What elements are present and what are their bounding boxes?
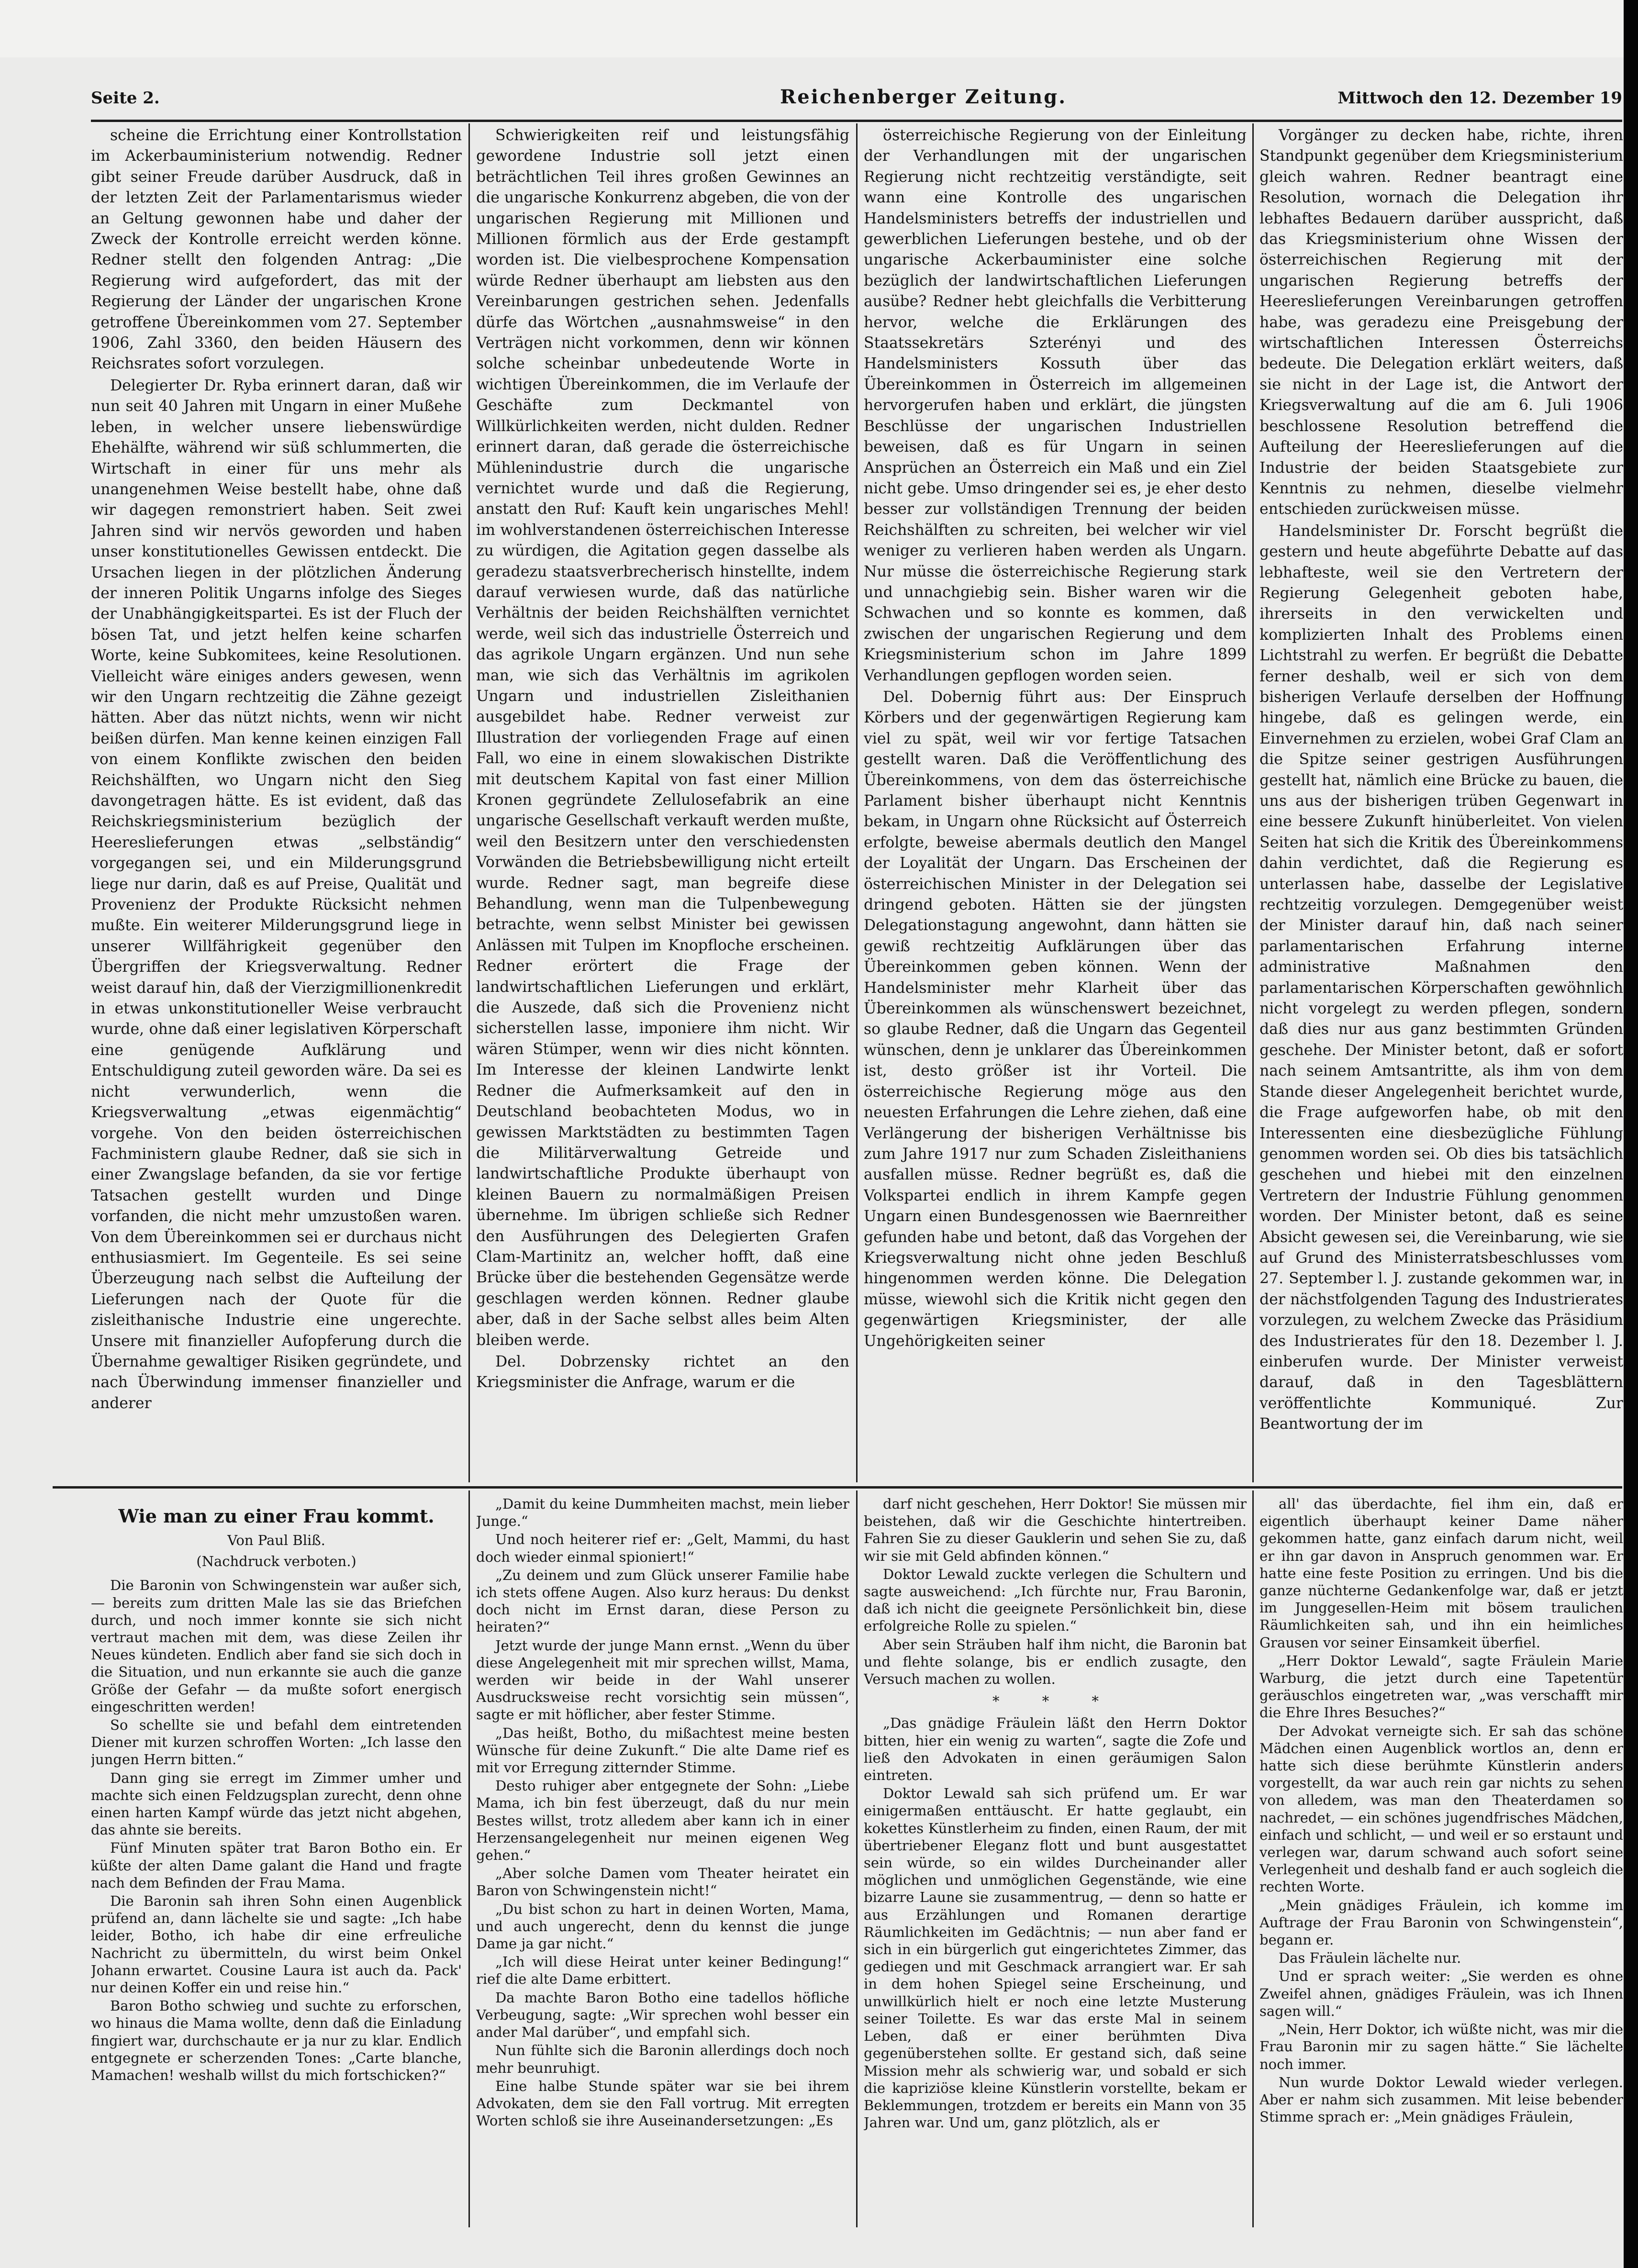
feuilleton-author: Von Paul Bliß. [227, 1532, 325, 1548]
article-paragraph: Schwierigkeiten reif und leistungsfähig gewordene Industrie soll jetzt einen beträchtlichen Teil ihres großen Gewinnes an die ungarische Konkurrenz abgeben, die von der ungarischen Regierung mit Millionen und Millionen förmlich aus der Erde gestampft worden ist. Die vielbesprochene Kompensation würde Redner überhaupt am liebsten aus den Vereinbarungen gestrichen sehen. Jedenfalls dürfe das Wörtchen „ausnahmsweise“ in den Verträgen nicht vorkommen, denn wir können solche scheinbar unbedeutende Worte in wichtigen Übereinkommen, die im Verlaufe der Geschäfte zum Deckmantel von Willkürlichkeiten werden, nicht dulden. Redner erinnert daran, daß gerade die österreichische Mühlenindustrie durch die ungarische vernichtet wurde und daß die Regierung, anstatt den Ruf: Kauft kein ungarisches Mehl! im wohlverstandenen österreichischen Interesse zu würdigen, die Agitation gegen dasselbe als geradezu staatsverbrecherisch hinstellte, indem darauf verwiesen wurde, daß das natürliche Verhältnis der beiden Reichshälften vernichtet werde, weil sich das industrielle Österreich und das agrikole Ungarn ergänzen. Und nun sehe man, wie sich das Verhältnis im agrikolen Ungarn und industriellen Zisleithanien ausgebildet habe. Redner verweist zur Illustration der vorliegenden Frage auf einen Fall, wo eine in einem slowakischen Distrikte mit deutschem Kapital von fast einer Million Kronen gegründete Zellulosefabrik an eine ungarische Gesellschaft verkauft werden mußte, weil den Besitzern unter den verschiedensten Vorwänden die Betriebsbewilligung nicht erteilt wurde. Redner sagt, man begreife diese Behandlung, wenn man die Tulpenbewegung betrachte, wenn selbst Minister bei gewissen Anlässen mit Tulpen im Knopfloche erscheinen. Redner erörtert die Frage der landwirtschaftlichen Lieferungen und erklärt, die Auszede, daß sich die Provenienz nicht sicherstellen lasse, imponiere ihm nicht. Wir wären Stümper, wenn wir dies nicht könnten. Im Interesse der kleinen Landwirte lenkt Redner die Aufmerksamkeit auf den in Deutschland beobachteten Modus, wo in gewissen Marktstädten zu bestimmten Tagen die Militärverwaltung Getreide und landwirtschaftliche Produkte überhaupt von kleinen Bauern zu normalmäßigen Preisen übernehme. Im übrigen schließe sich Redner den Ausführungen des Delegierten Grafen Clam-Martinitz an, welcher hofft, daß eine Brücke über die bestehenden Gegensätze werde geschlagen werden können. Redner glaube aber, daß in der Sache selbst alles beim Alten bleiben werde. [476, 127, 849, 1349]
article-paragraph: scheine die Errichtung einer Kontrollstation im Ackerbauministerium notwendig. Redner gibt seiner Freude darüber Ausdruck, daß in der letzten Zeit der Parlamentarismus wieder an Geltung gewonnen habe und daher der Zweck der Kontrolle erreicht werden könne. Redner stellt den folgenden Antrag: „Die Regierung wird aufgefordert, das mit der Regierung der Länder der ungarischen Krone getroffene Übereinkommen vom 27. September 1906, Zahl 3360, den beiden Häusern des Reichsrates sofort vorzulegen. [91, 127, 462, 373]
story-paragraph: Aber sein Sträuben half ihm nicht, die Baronin bat und flehte solange, bis er endlich zusagte, den Versuch machen zu wollen. [864, 1636, 1247, 1688]
date-line: Mittwoch den 12. Dezember 19 [1337, 89, 1622, 108]
story-paragraph: „Das heißt, Botho, du mißachtest meine besten Wünsche für deine Zukunft.“ Die alte Dame rief es mit vor Erregung zitternder Stimme. [476, 1724, 849, 1776]
scan-edge-shadow [1624, 0, 1638, 2268]
column-divider [856, 123, 858, 1482]
article-paragraph: Delegierter Dr. Ryba erinnert daran, daß wir nun seit 40 Jahren mit Ungarn in einer Mußehe leben, in welcher unsere liebenswürdige Ehehälfte, während wir süß schlummerten, die Wirtschaft in einer für uns mehr als unangenehmen Weise bestellt habe, ohne daß wir dagegen remonstriert haben. Seit zwei Jahren sind wir nervös geworden und haben unser konstitutionelles Gewissen entdeckt. Die Ursachen liegen in der plötzlichen Änderung der inneren Politik Ungarns infolge des Sieges der Unabhängigkeitspartei. Es ist der Fluch der bösen Tat, und jetzt helfen keine scharfen Worte, keine Subkomitees, keine Resolutionen. Vielleicht wäre einiges anders gewesen, wenn wir den Ungarn rechtzeitig die Zähne gezeigt hätten. Aber das nützt nichts, wenn wir nicht beißen dürfen. Man kenne keinen einzigen Fall von einem Konflikte zwischen den beiden Reichshälften, wo Ungarn nicht den Sieg davongetragen hätte. Es ist evident, daß das Reichskriegsministerium bezüglich der Heereslieferungen etwas „selbständig“ vorgegangen sei, und ein Milderungsgrund liege nur darin, daß es auf Preise, Qualität und Provenienz der Produkte Rücksicht nehmen mußte. Ein weiterer Milderungsgrund liege in unserer Willfährigkeit gegenüber den Übergriffen der Kriegsverwaltung. Redner weist darauf hin, daß der Vierzigmillionenkredit in etwas unkonstitutioneller Weise verbraucht wurde, ohne daß einer legislativen Körperschaft eine genügende Aufklärung und Entschuldigung zuteil geworden wäre. Da sei es nicht verwunderlich, wenn die Kriegsverwaltung „etwas eigenmächtig“ vorgehe. Von den beiden österreichischen Fachministern glaube Redner, daß sie sich in einer Zwangslage befanden, da sie vor fertige Tatsachen gestellt wurden und Dinge vorfanden, die nicht mehr umzustoßen waren. Von dem Übereinkommen sei er durchaus nicht enthusiasmiert. Im Gegenteile. Es sei seine Überzeugung nach selbst die Aufteilung der Lieferungen nach der Quote für die zisleithanische Industrie eine ungerechte. Unsere mit finanzieller Aufopferung durch die Übernahme gewaltiger Risiken gegründete, und nach Überwindung immenser finanzieller und anderer [91, 377, 462, 1412]
story-paragraph: Fünf Minuten später trat Baron Botho ein. Er küßte der alten Dame galant die Hand und fragte nach dem Befinden der Frau Mama. [91, 1840, 462, 1891]
story-paragraph: Und noch heiterer rief er: „Gelt, Mammi, du hast doch wieder einmal spioniert!“ [476, 1531, 849, 1565]
feuilleton-column [476, 1495, 849, 2242]
story-paragraph: „Ich will diese Heirat unter keiner Bedingung!“ rief die alte Dame erbittert. [476, 1954, 849, 1988]
story-paragraph: „Nein, Herr Doktor, ich wüßte nicht, was mir die Frau Baronin mir zu sagen hätte.“ Sie lächelte noch immer. [1259, 2021, 1623, 2072]
page-header [91, 86, 1622, 117]
article-paragraph: österreichische Regierung von der Einleitung der Verhandlungen mit der ungarischen Regierung nicht rechtzeitig verständigte, seit wann eine Kontrolle des ungarischen Handelsministers betreffs der industriellen und gewerblichen Lieferungen bestehe, und ob der ungarische Ackerbauminister eine solche bezüglich der landwirtschaftlichen Lieferungen ausübe? Redner hebt gleichfalls die Verbitterung hervor, welche die Erklärungen des Staatssekretärs Szterényi und des Handelsministers Kossuth über das Übereinkommen in Österreich im allgemeinen hervorgerufen haben und erklärt, die jüngsten Beschlüsse der ungarischen Industriellen beweisen, daß es für Ungarn in seinen Ansprüchen an Österreich ein Maß und ein Ziel nicht gebe. Umso dringender sei es, je eher desto besser zur vollständigen Trennung der beiden Reichshälften zu schreiten, bei welcher wir viel weniger zu verlieren haben werden als Ungarn. Nur müsse die österreichische Regierung stark und unnachgiebig sein. Bisher waren wir die Schwachen und so konnte es kommen, daß zwischen der ungarischen Regierung und dem Kriegsministerium schon im Jahre 1899 Verhandlungen gepflogen worden seien. [864, 127, 1247, 684]
article-paragraph: Handelsminister Dr. Forscht begrüßt die gestern und heute abgeführte Debatte auf das lebhafteste, weil sie den Vertretern der Regierung Gelegenheit geboten habe, ihrerseits in den verwickelten und komplizierten Inhalt des Problems einen Lichtstrahl zu werfen. Er begrüßt die Debatte ferner deshalb, weil er sich von dem bisherigen Verlaufe derselben der Hoffnung hingebe, daß es gelingen werde, ein Einvernehmen zu erzielen, wobei Graf Clam an die Spitze seiner gestrigen Ausführungen gestellt hat, nämlich eine Brücke zu bauen, die uns aus der bisherigen trüben Gegenwart in eine bessere Zukunft hinüberleitet. Von vielen Seiten hat sich die Kritik des Übereinkommens dahin verdichtet, daß die Regierung es unterlassen habe, dasselbe der Legislative rechtzeitig vorzulegen. Demgegenüber weist der Minister darauf hin, daß nach seiner parlamentarischen Erfahrung interne administrative Maßnahmen den parlamentarischen Körperschaften gewöhnlich nicht vorgelegt zu werden pflegen, sondern daß dies nur aus ganz bestimmten Gründen geschehe. Der Minister betont, daß er sofort nach seinem Amtsantritte, als ihm von dem Stande dieser Angelegenheit berichtet wurde, die Frage aufgeworfen habe, ob mit den Interessenten eine diesbezügliche Fühlung genommen worden sei. Ob dies bis tatsächlich geschehen und hiebei mit den einzelnen Vertretern der Industrie Fühlung genommen worden. Der Minister betont, daß es seine Absicht gewesen sei, die Vereinbarung, wie sie auf Grund des Ministerratsbeschlusses vom 27. September l. J. zustande gekommen war, in der nächstfolgenden Tagung des Industrierates vorzulegen, zu welchem Zwecke das Präsidium des Industrierates für den 18. Dezember l. J. einberufen wurde. Der Minister verweist darauf, daß in den Tagesblättern veröffentlichte Kommuniqué. Zur Beantwortung der im [1259, 522, 1623, 1433]
story-paragraph: „Damit du keine Dummheiten machst, mein lieber Junge.“ [476, 1496, 849, 1530]
feuilleton-title: Wie man zu einer Frau kommt. [118, 1505, 435, 1527]
story-paragraph: Da machte Baron Botho eine tadellos höfliche Verbeugung, sagte: „Wir sprechen wohl besser ein ander Mal darüber“, und empfahl sich. [476, 1989, 849, 2041]
column-divider [856, 1490, 858, 2227]
story-paragraph: So schellte sie und befahl dem eintretenden Diener mit kurzen schroffen Worten: „Ich lasse den jungen Herrn bitten.“ [91, 1717, 462, 1768]
story-paragraph: Die Baronin sah ihren Sohn einen Augenblick prüfend an, dann lächelte sie und sagte: „Ich habe leider, Botho, ich habe dir eine erfreuliche Nachricht zu übermitteln, du wirst beim Onkel Johann erwartet. Cousine Laura ist auch da. Pack' nur deinen Koffer ein und reise hin.“ [91, 1893, 462, 1996]
story-paragraph: „Aber solche Damen vom Theater heiratet ein Baron von Schwingenstein nicht!“ [476, 1865, 849, 1899]
article-paragraph: Del. Dobrzensky richtet an den Kriegsminister die Anfrage, warum er die [476, 1353, 849, 1391]
story-paragraph: Doktor Lewald sah sich prüfend um. Er war einigermaßen enttäuscht. Er hatte geglaubt, ein kokettes Künstlerheim zu finden, einen Raum, der mit übertriebener Eleganz flott und bunt ausgestattet sein würde, so ein wildes Durcheinander aller möglichen und unmöglichen Gegenstände, wie eine bizarre Laune sie zusammentrug, — denn so hatte er aus Erzählungen und Romanen derartige Räumlichkeiten im Gedächtnis; — nun aber fand er sich in ein bürgerlich gut eingerichtetes Zimmer, das gediegen und mit Geschmack arrangiert war. Er sah in dem hohen Spiegel seine Erscheinung, und unwillkürlich hielt er noch eine letzte Musterung seiner Toilette. Es war das erste Mal in seinem Leben, daß er einer berühmten Diva gegenüberstehen sollte. Er gestand sich, daß seine Mission mehr als schwierig war, und sobald er sich die kapriziöse kleine Künstlerin vorstellte, bekam er Beklemmungen, trotzdem er bereits ein Mann von 35 Jahren war. Und um, ganz plötzlich, als er [864, 1785, 1247, 2131]
article-paragraph: Del. Dobernig führt aus: Der Einspruch Körbers und der gegenwärtigen Regierung kam viel zu spät, weil wir vor fertige Tatsachen gestellt waren. Daß die Veröffentlichung des Übereinkommens, von dem das österreichische Parlament bisher überhaupt nicht Kenntnis bekam, in Ungarn ohne Rücksicht auf Österreich erfolgte, beweise abermals deutlich den Mangel der Loyalität der Ungarn. Das Erscheinen der österreichischen Minister in der Delegation sei dringend geboten. Hätten sie der jüngsten Delegationstagung angewohnt, dann hätten sie gewiß rechtzeitig Aufklärungen über das Übereinkommen geben können. Wenn der Handelsminister mehr Klarheit über das Übereinkommen als wünschenswert bezeichnet, so glaube Redner, daß die Ungarn das Gegenteil wünschen, denn je unklarer das Übereinkommen ist, desto größer ist ihr Vorteil. Die österreichische Regierung möge aus den neuesten Erfahrungen die Lehre ziehen, daß eine Verlängerung der bisherigen Verhältnisse bis zum Jahre 1917 nur zum Schaden Zisleithaniens ausfallen müsse. Redner begrüßt es, daß die Volkspartei endlich in ihrem Kampfe gegen Ungarn einen Bundesgenossen wie Baernreither gefunden habe und betont, daß das Vorgehen der Kriegsverwaltung nicht ohne jeden Beschluß hingenommen werden könne. Die Delegation müsse, wiewohl sich die Kritik nicht gegen den gegenwärtigen Kriegsminister, der alle Ungehörigkeiten seiner [864, 688, 1247, 1350]
column-divider [468, 123, 470, 1482]
story-paragraph: Und er sprach weiter: „Sie werden es ohne Zweifel ahnen, gnädiges Fräulein, was ich Ihnen sagen will.“ [1259, 1968, 1623, 2019]
story-paragraph: Der Advokat verneigte sich. Er sah das schöne Mädchen einen Augenblick wortlos an, denn er hatte sich diese berühmte Künstlerin anders vorgestellt, da war auch rein gar nichts zu sehen von alledem, was man den Theaterdamen so nachredet, — ein schönes jugendfrisches Mädchen, einfach und schlicht, — und weil er so erstaunt und verlegen war, darum schwand auch sofort seine Verlegenheit und deshalb fand er auch sogleich die rechten Worte. [1259, 1723, 1623, 1895]
story-paragraph: Das Fräulein lächelte nur. [1279, 1950, 1461, 1967]
scan-top-margin [0, 0, 1638, 57]
article-column [1259, 125, 1623, 1484]
feuilleton-column [91, 1495, 462, 2242]
story-paragraph: darf nicht geschehen, Herr Doktor! Sie müssen mir beistehen, daß wir die Geschichte hintertreiben. Fahren Sie zu dieser Gauklerin und sehen Sie zu, daß wir sie mit Geld abfinden können.“ [864, 1496, 1247, 1564]
article-column [91, 125, 462, 1484]
story-paragraph: Doktor Lewald zuckte verlegen die Schultern und sagte ausweichend: „Ich fürchte nur, Frau Baronin, daß ich nicht die geeignete Persönlichkeit bin, diese erfolgreiche Rolle zu spielen.“ [864, 1566, 1247, 1634]
column-divider [468, 1490, 470, 2227]
feuilleton-column [1259, 1495, 1623, 2242]
story-paragraph: „Du bist schon zu hart in deinen Worten, Mama, und auch ungerecht, denn du kennst die junge Dame ja gar nicht.“ [476, 1901, 849, 1952]
story-paragraph: Die Baronin von Schwingenstein war außer sich, — bereits zum dritten Male las sie das Briefchen durch, und noch immer konnte sie sich nicht vertraut machen mit dem, was diese Zeilen ihr Neues kündeten. Endlich aber fand sie sich doch in die Situation, und nun erkannte sie auch die ganze Größe der Gefahr — da mußte sofort energisch eingeschritten werden! [91, 1577, 462, 1715]
story-paragraph: Dann ging sie erregt im Zimmer umher und machte sich einen Feldzugsplan zurecht, denn ohne einen harten Kampf würde das jetzt nicht abgehen, das ahnte sie bereits. [91, 1769, 462, 1838]
article-column [864, 125, 1247, 1484]
masthead: Reichenberger Zeitung. [780, 86, 1067, 108]
story-paragraph: „Zu deinem und zum Glück unserer Familie habe ich stets offene Augen. Also kurz heraus: Du denkst doch nicht im Ernst daran, diese Person zu heiraten?“ [476, 1567, 849, 1635]
feuilleton-rule [53, 1486, 1622, 1489]
reprint-notice: (Nachdruck verboten.) [196, 1553, 357, 1570]
column-divider [1252, 1490, 1254, 2227]
story-paragraph: all' das überdachte, fiel ihm ein, daß er eigentlich überhaupt keiner Dame näher gekommen hatte, ganz einfach darum nicht, weil er ihn gar davon in Anspruch genommen war. Er hatte eine feste Position zu erringen. Und bis die ganze nüchterne Gedankenfolge war, daß er jetzt im Junggesellen-Heim mit bösem traulichen Räumlichkeiten sah, und ihn ein heimliches Grausen vor seiner Einsamkeit überfiel. [1259, 1496, 1623, 1651]
story-paragraph: „Herr Doktor Lewald“, sagte Fräulein Marie Warburg, die jetzt durch eine Tapetentür geräuschlos eingetreten war, „was verschafft mir die Ehre Ihres Besuches?“ [1259, 1652, 1623, 1721]
section-break-asterisks: * * * [992, 1693, 1118, 1710]
story-paragraph: Baron Botho schwieg und suchte zu erforschen, wo hinaus die Mama wollte, denn daß die Einladung fingiert war, durchschaute er ja nur zu klar. Endlich entgegnete er scherzenden Tones: „Carte blanche, Mamachen! weshalb willst du mich fortschicken?“ [91, 1998, 462, 2084]
header-rule [91, 120, 1622, 122]
story-paragraph: „Mein gnädiges Fräulein, ich komme im Auftrage der Frau Baronin von Schwingenstein“, begann er. [1259, 1897, 1623, 1948]
article-paragraph: Vorgänger zu decken habe, richte, ihren Standpunkt gegenüber dem Kriegsministerium gleich wahren. Redner beantragt eine Resolution, wornach die Delegation ihr lebhaftes Bedauern darüber ausspricht, daß das Kriegsministerium ohne Wissen der österreichischen Regierung mit der ungarischen Regierung betreffs der Heereslieferungen Vereinbarungen getroffen habe, was geradezu eine Preisgebung der wirtschaftlichen Interessen Österreichs bedeute. Die Delegation erklärt weiters, daß sie nicht in der Lage ist, die Antwort der Kriegsverwaltung auf die am 6. Juli 1906 beschlossene Resolution betreffend die Aufteilung der Heereslieferungen auf die Industrie der beiden Staatsgebiete zur Kenntnis zu nehmen, dieselbe vielmehr entschieden zurückweisen müsse. [1259, 127, 1623, 518]
story-paragraph: Nun fühlte sich die Baronin allerdings doch noch mehr beunruhigt. [476, 2042, 849, 2076]
story-paragraph: „Das gnädige Fräulein läßt den Herrn Doktor bitten, hier ein wenig zu warten“, sagte die Zofe und ließ den Advokaten in einen geräumigen Salon eintreten. [864, 1715, 1247, 1784]
page-number: Seite 2. [91, 89, 160, 108]
story-paragraph: Eine halbe Stunde später war sie bei ihrem Advokaten, dem sie den Fall vortrug. Mit erregten Worten schloß sie ihre Auseinandersetzungen: „Es [476, 2078, 849, 2129]
article-column [476, 125, 849, 1484]
story-paragraph: Nun wurde Doktor Lewald wieder verlegen. Aber er nahm sich zusammen. Mit leise bebender Stimme sprach er: „Mein gnädiges Fräulein, [1259, 2074, 1623, 2125]
column-divider [1252, 123, 1254, 1482]
feuilleton-column [864, 1495, 1247, 2242]
story-paragraph: Desto ruhiger aber entgegnete der Sohn: „Liebe Mama, ich bin fest überzeugt, daß du nur mein Bestes willst, trotz alledem aber kann ich in einer Herzensangelegenheit nur meinen eigenen Weg gehen.“ [476, 1778, 849, 1864]
story-paragraph: Jetzt wurde der junge Mann ernst. „Wenn du über diese Angelegenheit mit mir sprechen willst, Mama, werden wir beide in der Wahl unserer Ausdrucksweise recht vorsichtig sein müssen“, sagte er mit höflicher, aber fester Stimme. [476, 1637, 849, 1723]
